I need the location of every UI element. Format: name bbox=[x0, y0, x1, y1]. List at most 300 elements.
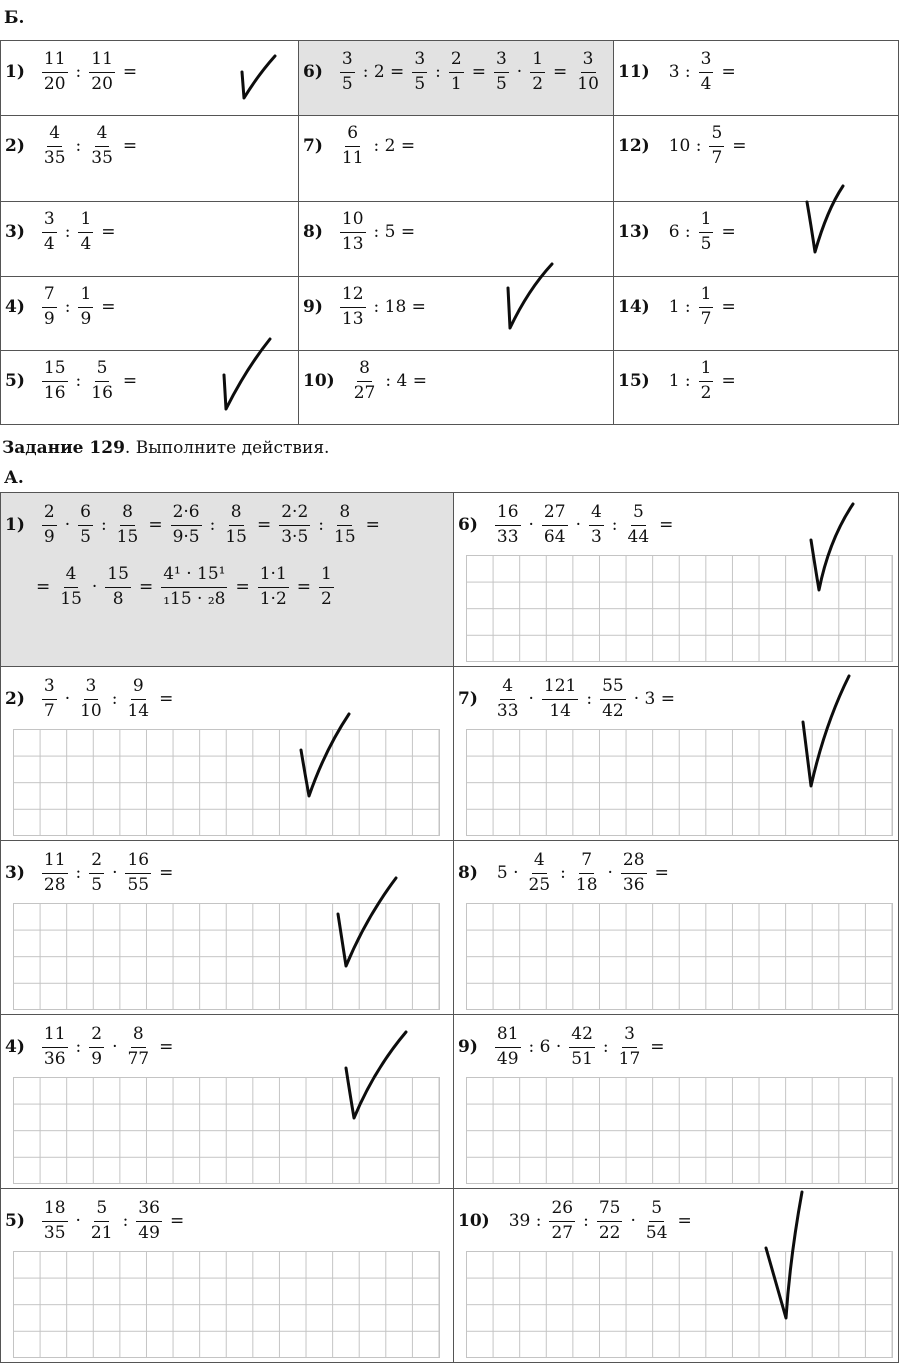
fraction bbox=[449, 50, 464, 94]
fraction bbox=[42, 1025, 68, 1069]
numerator: 16 bbox=[125, 851, 151, 874]
denominator: 36 bbox=[43, 1048, 66, 1069]
a-cell-10 bbox=[454, 1189, 899, 1363]
fraction bbox=[42, 50, 68, 94]
answer-grid[interactable] bbox=[13, 729, 440, 836]
fraction bbox=[699, 285, 714, 329]
a-cell-8 bbox=[454, 841, 899, 1015]
fraction bbox=[42, 359, 68, 403]
operator: = bbox=[659, 515, 674, 536]
denominator: 7 bbox=[700, 308, 712, 329]
denominator: 8 bbox=[112, 588, 124, 609]
operator: : bbox=[75, 62, 82, 83]
operator: = bbox=[296, 577, 312, 598]
fraction bbox=[42, 285, 57, 329]
denominator: 21 bbox=[90, 1222, 113, 1243]
fraction bbox=[171, 503, 202, 547]
fraction bbox=[495, 677, 521, 721]
b-cell-4-2 bbox=[299, 277, 614, 351]
operator: = bbox=[721, 62, 736, 83]
operator: = bbox=[721, 297, 736, 318]
numerator: 8 bbox=[120, 503, 135, 526]
fraction bbox=[105, 565, 131, 609]
operator: = bbox=[471, 62, 486, 83]
operator: : 2 = bbox=[362, 62, 405, 83]
operator: = bbox=[256, 515, 272, 536]
numerator: 5 bbox=[95, 359, 110, 382]
denominator: 51 bbox=[571, 1048, 593, 1069]
fraction bbox=[495, 503, 521, 547]
operator: : bbox=[318, 515, 325, 536]
fraction bbox=[709, 124, 724, 168]
fraction bbox=[495, 1025, 521, 1069]
denominator: 9·5 bbox=[172, 526, 200, 547]
operator: 1 : bbox=[668, 297, 691, 318]
numerator: 36 bbox=[136, 1199, 162, 1222]
denominator: 4 bbox=[43, 233, 55, 254]
numerator: 11 bbox=[89, 50, 115, 73]
operator: · bbox=[575, 515, 581, 536]
numerator: 18 bbox=[42, 1199, 68, 1222]
math-expression bbox=[5, 285, 121, 329]
fraction bbox=[617, 1025, 643, 1069]
fraction bbox=[569, 1025, 595, 1069]
exercise-number: 6) bbox=[458, 515, 478, 536]
exercise-number: 5) bbox=[5, 371, 25, 392]
numerator: 11 bbox=[42, 50, 68, 73]
numerator: 1 bbox=[699, 285, 714, 308]
numerator: 7 bbox=[579, 851, 594, 874]
math-expression bbox=[5, 124, 142, 168]
numerator: 3 bbox=[84, 677, 99, 700]
b-cell-1-2 bbox=[299, 41, 614, 116]
numerator: 8 bbox=[357, 359, 372, 382]
fraction bbox=[89, 1025, 104, 1069]
exercise-number: 7) bbox=[458, 689, 478, 710]
denominator: 13 bbox=[341, 308, 364, 329]
math-expression bbox=[458, 1199, 697, 1243]
fraction bbox=[527, 851, 553, 895]
checkmark-icon bbox=[332, 874, 402, 972]
numerator: 10 bbox=[340, 210, 366, 233]
math-expression bbox=[5, 50, 142, 94]
numerator: 2 bbox=[449, 50, 464, 73]
math-expression bbox=[618, 210, 741, 254]
checkmark-icon bbox=[500, 260, 560, 335]
fraction bbox=[223, 503, 249, 547]
numerator: 2 bbox=[89, 851, 104, 874]
numerator: 5 bbox=[631, 503, 646, 526]
operator: : bbox=[583, 1211, 589, 1232]
fraction bbox=[626, 503, 652, 547]
b-cell-3-2 bbox=[299, 202, 614, 277]
operator: · bbox=[112, 1037, 118, 1058]
fraction bbox=[42, 503, 57, 547]
math-expression bbox=[618, 124, 752, 168]
denominator: 35 bbox=[91, 147, 113, 168]
fraction bbox=[42, 1199, 68, 1243]
numerator: 4¹ · 15¹ bbox=[161, 565, 227, 588]
math-expression bbox=[618, 359, 741, 403]
fraction bbox=[42, 210, 57, 254]
answer-grid[interactable] bbox=[13, 1251, 440, 1358]
operator: = bbox=[159, 689, 174, 710]
denominator: 1·2 bbox=[259, 588, 287, 609]
fraction bbox=[597, 1199, 623, 1243]
b-cell-4-3 bbox=[614, 277, 899, 351]
numerator: 5 bbox=[709, 124, 724, 147]
denominator: 9 bbox=[43, 308, 55, 329]
math-expression bbox=[458, 851, 674, 895]
task-text: . Выполните действия. bbox=[124, 438, 330, 458]
numerator: 2·6 bbox=[171, 503, 202, 526]
numerator: 26 bbox=[549, 1199, 575, 1222]
numerator: 7 bbox=[42, 285, 57, 308]
math-expression bbox=[5, 359, 142, 403]
numerator: 8 bbox=[131, 1025, 146, 1048]
numerator: 3 bbox=[42, 677, 57, 700]
numerator: 2·2 bbox=[279, 503, 310, 526]
math-expression bbox=[5, 851, 178, 895]
numerator: 16 bbox=[495, 503, 521, 526]
denominator: 33 bbox=[496, 700, 519, 721]
fraction bbox=[530, 50, 545, 94]
operator: 5 · bbox=[496, 863, 519, 884]
denominator: 13 bbox=[341, 233, 364, 254]
operator: · 3 = bbox=[633, 689, 676, 710]
checkmark-icon bbox=[795, 672, 855, 792]
denominator: 3 bbox=[590, 526, 602, 547]
operator: · bbox=[528, 689, 534, 710]
exercise-number: 3) bbox=[5, 863, 25, 884]
numerator: 27 bbox=[542, 503, 568, 526]
denominator: 27 bbox=[551, 1222, 574, 1243]
operator: = bbox=[553, 62, 568, 83]
operator: : 4 = bbox=[385, 371, 427, 392]
operator: · bbox=[516, 62, 523, 83]
checkmark-icon bbox=[212, 335, 277, 415]
numerator: 2 bbox=[42, 503, 57, 526]
denominator: 15 bbox=[225, 526, 247, 547]
operator: : 18 = bbox=[373, 297, 426, 318]
denominator: 11 bbox=[341, 147, 364, 168]
numerator: 12 bbox=[340, 285, 366, 308]
denominator: 16 bbox=[91, 382, 113, 403]
denominator: 22 bbox=[598, 1222, 621, 1243]
fraction bbox=[340, 124, 366, 168]
fraction bbox=[699, 210, 714, 254]
operator: · bbox=[528, 515, 534, 536]
b-cell-5-3 bbox=[614, 351, 899, 425]
operator: = bbox=[365, 515, 380, 536]
fraction bbox=[352, 359, 378, 403]
fraction bbox=[115, 503, 141, 547]
math-expression bbox=[458, 503, 678, 547]
numerator: 42 bbox=[569, 1025, 595, 1048]
numerator: 3 bbox=[581, 50, 596, 73]
checkmark-icon bbox=[795, 180, 850, 260]
denominator: 9 bbox=[80, 308, 92, 329]
exercise-number: 4) bbox=[5, 297, 25, 318]
denominator: 7 bbox=[711, 147, 723, 168]
exercise-number: 10) bbox=[458, 1211, 490, 1232]
operator: = bbox=[654, 863, 669, 884]
math-expression bbox=[303, 124, 420, 168]
operator: = bbox=[101, 297, 116, 318]
numerator: 1·1 bbox=[258, 565, 289, 588]
fraction bbox=[412, 50, 427, 94]
operator: : 5 = bbox=[373, 222, 416, 243]
operator: : bbox=[611, 515, 618, 536]
operator: : 6 · bbox=[528, 1037, 562, 1058]
numerator: 1 bbox=[699, 210, 714, 233]
fraction bbox=[542, 503, 568, 547]
fraction bbox=[600, 677, 626, 721]
operator: : 2 = bbox=[373, 136, 416, 157]
denominator: 2 bbox=[321, 588, 332, 609]
fraction bbox=[340, 50, 355, 94]
fraction bbox=[89, 1199, 115, 1243]
denominator: 2 bbox=[532, 73, 544, 94]
answer-grid[interactable] bbox=[466, 903, 893, 1010]
numerator: 2 bbox=[89, 1025, 104, 1048]
numerator: 4 bbox=[95, 124, 110, 147]
denominator: 4 bbox=[700, 73, 712, 94]
fraction bbox=[125, 1025, 151, 1069]
answer-grid[interactable] bbox=[466, 1251, 893, 1358]
exercise-number: 15) bbox=[618, 371, 650, 392]
fraction bbox=[699, 359, 714, 403]
denominator: 5 bbox=[414, 73, 426, 94]
task-title: Задание 129 bbox=[2, 438, 125, 458]
math-expression bbox=[5, 677, 178, 721]
denominator: 10 bbox=[80, 700, 102, 721]
fraction bbox=[78, 285, 93, 329]
denominator: 15 bbox=[60, 588, 82, 609]
operator: 1 : bbox=[668, 371, 691, 392]
fraction bbox=[136, 1199, 162, 1243]
numerator: 5 bbox=[649, 1199, 664, 1222]
numerator: 3 bbox=[412, 50, 427, 73]
denominator: 35 bbox=[43, 147, 66, 168]
denominator: 3·5 bbox=[281, 526, 309, 547]
math-expression bbox=[458, 677, 680, 721]
operator: : bbox=[122, 1211, 129, 1232]
numerator: 28 bbox=[621, 851, 647, 874]
a-cell-2 bbox=[1, 667, 454, 841]
b-cell-2-2 bbox=[299, 116, 614, 202]
answer-grid[interactable] bbox=[466, 1077, 893, 1184]
fraction bbox=[279, 503, 310, 547]
exercise-number: 9) bbox=[458, 1037, 478, 1058]
section-a-label: А. bbox=[4, 468, 24, 488]
denominator: 9 bbox=[43, 526, 55, 547]
operator: = bbox=[122, 62, 138, 83]
denominator: 33 bbox=[496, 526, 519, 547]
numerator: 3 bbox=[340, 50, 355, 73]
operator: : bbox=[602, 1037, 609, 1058]
numerator: 4 bbox=[64, 565, 79, 588]
a-cell-5 bbox=[1, 1189, 454, 1363]
checkmark-icon bbox=[340, 1028, 412, 1123]
exercise-number: 2) bbox=[5, 689, 25, 710]
math-expression bbox=[618, 50, 741, 94]
numerator: 8 bbox=[337, 503, 352, 526]
fraction bbox=[340, 285, 366, 329]
denominator: 5 bbox=[91, 874, 103, 895]
numerator: 3 bbox=[699, 50, 714, 73]
math-expression bbox=[5, 1025, 178, 1069]
denominator: 5 bbox=[80, 526, 91, 547]
operator: : bbox=[75, 371, 82, 392]
denominator: 20 bbox=[43, 73, 66, 94]
numerator: 15 bbox=[105, 565, 131, 588]
denominator: 15 bbox=[334, 526, 356, 547]
numerator: 1 bbox=[699, 359, 714, 382]
numerator: 1 bbox=[319, 565, 334, 588]
numerator: 1 bbox=[530, 50, 545, 73]
operator: = bbox=[721, 371, 736, 392]
operator: 6 : bbox=[668, 222, 691, 243]
numerator: 8 bbox=[229, 503, 244, 526]
exercise-number: 11) bbox=[618, 62, 650, 83]
exercise-number: 9) bbox=[303, 297, 323, 318]
fraction bbox=[542, 677, 578, 721]
operator: = bbox=[169, 1211, 185, 1232]
denominator: 18 bbox=[575, 874, 598, 895]
math-expression bbox=[618, 285, 741, 329]
numerator: 6 bbox=[345, 124, 360, 147]
a-cell-1-example bbox=[1, 493, 454, 667]
numerator: 15 bbox=[42, 359, 68, 382]
numerator: 11 bbox=[42, 1025, 68, 1048]
section-b-table bbox=[0, 40, 899, 425]
operator: · bbox=[64, 515, 71, 536]
exercise-number: 3) bbox=[5, 222, 25, 243]
operator: = bbox=[122, 371, 138, 392]
operator: : bbox=[209, 515, 216, 536]
exercise-number: 14) bbox=[618, 297, 650, 318]
operator: = bbox=[101, 222, 116, 243]
denominator: 5 bbox=[341, 73, 353, 94]
fraction bbox=[58, 565, 84, 609]
denominator: 54 bbox=[645, 1222, 668, 1243]
numerator: 1 bbox=[78, 285, 93, 308]
task-heading bbox=[2, 438, 329, 458]
numerator: 5 bbox=[94, 1199, 109, 1222]
b-cell-2-3 bbox=[614, 116, 899, 202]
math-expression bbox=[303, 359, 432, 403]
fraction bbox=[575, 50, 601, 94]
exercise-number: 8) bbox=[458, 863, 478, 884]
denominator: 25 bbox=[528, 874, 551, 895]
operator: = bbox=[36, 577, 51, 598]
math-expression bbox=[31, 565, 337, 609]
numerator: 3 bbox=[42, 210, 57, 233]
math-expression bbox=[303, 285, 431, 329]
denominator: 27 bbox=[353, 382, 376, 403]
fraction bbox=[125, 677, 151, 721]
fraction bbox=[494, 50, 509, 94]
operator: : bbox=[560, 863, 566, 884]
fraction bbox=[125, 851, 151, 895]
numerator: 3 bbox=[494, 50, 509, 73]
denominator: 7 bbox=[43, 700, 55, 721]
math-expression bbox=[458, 1025, 670, 1069]
operator: : bbox=[100, 515, 107, 536]
operator: 10 : bbox=[668, 136, 702, 157]
fraction bbox=[42, 851, 68, 895]
b-cell-2-1 bbox=[1, 116, 299, 202]
operator: · bbox=[607, 863, 613, 884]
fraction bbox=[319, 565, 334, 609]
math-expression bbox=[5, 210, 121, 254]
b-cell-3-1 bbox=[1, 202, 299, 277]
exercise-number: 2) bbox=[5, 136, 25, 157]
denominator: 10 bbox=[577, 73, 599, 94]
denominator: 77 bbox=[127, 1048, 150, 1069]
operator: 39 : bbox=[508, 1211, 542, 1232]
section-b-label: Б. bbox=[4, 8, 25, 28]
math-expression bbox=[5, 1199, 189, 1243]
fraction bbox=[258, 565, 289, 609]
b-cell-3-3 bbox=[614, 202, 899, 277]
checkmark-icon bbox=[805, 500, 860, 595]
exercise-number: 7) bbox=[303, 136, 323, 157]
checkmark-icon bbox=[760, 1188, 810, 1324]
denominator: 14 bbox=[127, 700, 150, 721]
operator: · bbox=[91, 577, 98, 598]
fraction bbox=[589, 503, 604, 547]
operator: = bbox=[148, 515, 163, 536]
exercise-number: 5) bbox=[5, 1211, 25, 1232]
fraction bbox=[89, 50, 115, 94]
numerator: 55 bbox=[600, 677, 626, 700]
a-cell-9 bbox=[454, 1015, 899, 1189]
operator: = bbox=[721, 222, 736, 243]
operator: = bbox=[159, 863, 174, 884]
b-cell-1-3 bbox=[614, 41, 899, 116]
numerator: 4 bbox=[532, 851, 547, 874]
exercise-number: 4) bbox=[5, 1037, 25, 1058]
denominator: ₁15 · ₂8 bbox=[163, 588, 226, 609]
fraction bbox=[161, 565, 227, 609]
checkmark-icon bbox=[295, 710, 355, 802]
operator: : bbox=[75, 136, 82, 157]
numerator: 4 bbox=[500, 677, 515, 700]
numerator: 11 bbox=[42, 851, 68, 874]
denominator: 5 bbox=[700, 233, 712, 254]
denominator: 28 bbox=[43, 874, 66, 895]
exercise-number: 1) bbox=[5, 62, 25, 83]
denominator: 16 bbox=[43, 382, 66, 403]
denominator: 2 bbox=[700, 382, 712, 403]
denominator: 9 bbox=[91, 1048, 103, 1069]
fraction bbox=[78, 677, 104, 721]
fraction bbox=[332, 503, 358, 547]
operator: = bbox=[677, 1211, 692, 1232]
operator: : bbox=[64, 297, 71, 318]
operator: · bbox=[630, 1211, 636, 1232]
math-expression bbox=[303, 210, 420, 254]
operator: : bbox=[75, 1037, 82, 1058]
operator: = bbox=[159, 1037, 174, 1058]
fraction bbox=[574, 851, 600, 895]
denominator: 20 bbox=[91, 73, 113, 94]
exercise-number: 1) bbox=[5, 515, 25, 536]
exercise-number: 10) bbox=[303, 371, 335, 392]
exercise-number: 6) bbox=[303, 62, 323, 83]
